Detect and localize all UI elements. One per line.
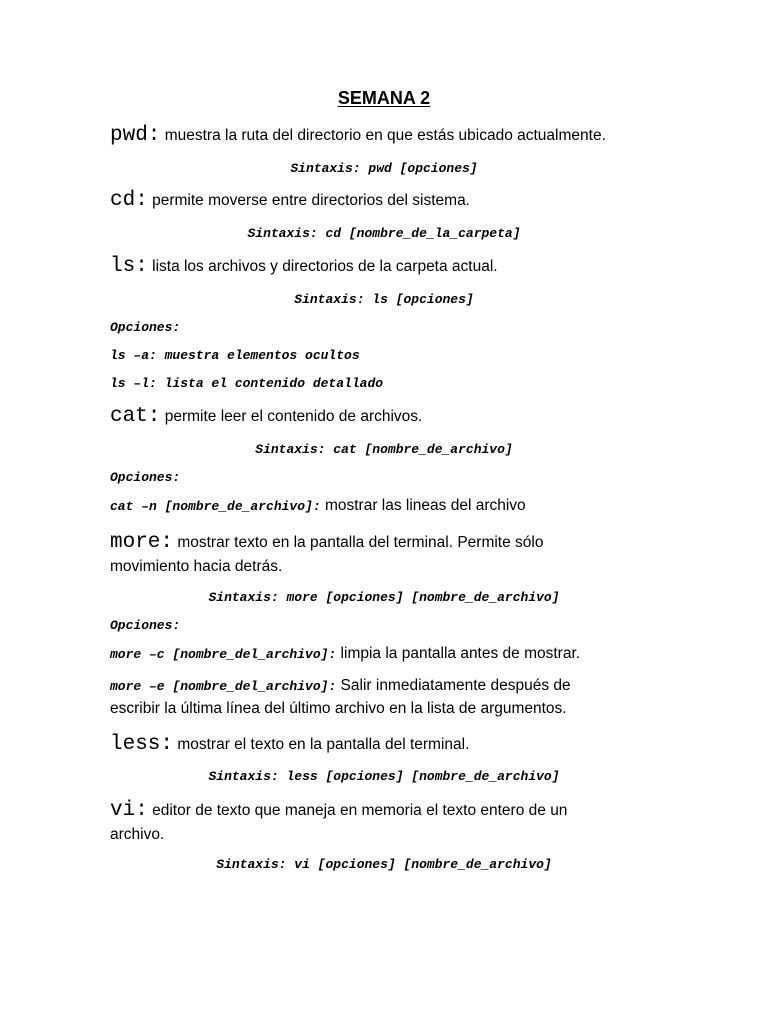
ls-command: ls: [110,255,148,278]
more-option-c [110,645,670,664]
ls-option-l: ls –l: lista el contenido detallado [110,376,384,391]
more-option-c-description: limpia la pantalla antes de mostrar. [336,645,581,662]
ls-syntax: Sintaxis: ls [opciones] [294,292,474,307]
cd-description: permite moverse entre directorios del sistema. [147,192,470,209]
cat-syntax: Sintaxis: cat [nombre_de_archivo] [255,442,513,457]
cd-command: cd: [110,189,148,212]
vi-syntax: Sintaxis: vi [opciones] [nombre_de_archivo] [216,857,552,872]
cat-option-n-description: mostrar las lineas del archivo [320,497,526,514]
pwd-command: pwd: [110,124,161,147]
more-option-e-description-line1: Salir inmediatamente después de [336,677,571,694]
more-option-e [110,677,670,696]
cat-description: permite leer el contenido de archivos. [160,408,423,425]
page-title [0,86,768,110]
more-option-c-code: more –c [nombre_del_archivo]: [110,647,337,662]
ls-option-a: ls –a: muestra elementos ocultos [110,348,360,363]
pwd-heading [110,125,670,147]
less-command: less: [110,733,174,756]
more-syntax: Sintaxis: more [opciones] [nombre_de_archivo] [208,590,560,605]
more-description-line1: mostrar texto en la pantalla del terminal. Permite sólo [173,534,544,551]
ls-description: lista los archivos y directorios de la carpeta actual. [147,258,498,275]
page-title-text: SEMANA 2 [337,88,431,108]
less-description: mostrar el texto en la pantalla del terminal. [173,736,470,753]
vi-heading [110,800,670,822]
vi-command: vi: [110,799,148,822]
pwd-description: muestra la ruta del directorio en que estás ubicado actualmente. [160,127,606,144]
more-heading [110,532,670,554]
more-command: more: [110,531,174,554]
more-description-line2: movimiento hacia detrás. [110,558,283,575]
cat-option-n [110,497,670,516]
cd-heading [110,190,670,212]
more-options-label: Opciones: [110,618,181,633]
vi-description-line1: editor de texto que maneja en memoria el texto entero de un [147,802,568,819]
more-option-e-code: more –e [nombre_del_archivo]: [110,679,337,694]
cat-command: cat: [110,405,161,428]
more-option-e-description-line2: escribir la última línea del último archivo en la lista de argumentos. [110,700,567,717]
vi-description-line2: archivo. [110,826,165,843]
cat-options-label: Opciones: [110,470,181,485]
less-heading [110,734,670,756]
pwd-syntax: Sintaxis: pwd [opciones] [290,161,478,176]
ls-options-label: Opciones: [110,320,181,335]
cat-heading [110,406,670,428]
less-syntax: Sintaxis: less [opciones] [nombre_de_archivo] [208,769,560,784]
ls-heading [110,256,670,278]
cat-option-n-code: cat –n [nombre_de_archivo]: [110,499,321,514]
cd-syntax: Sintaxis: cd [nombre_de_la_carpeta] [247,226,521,241]
